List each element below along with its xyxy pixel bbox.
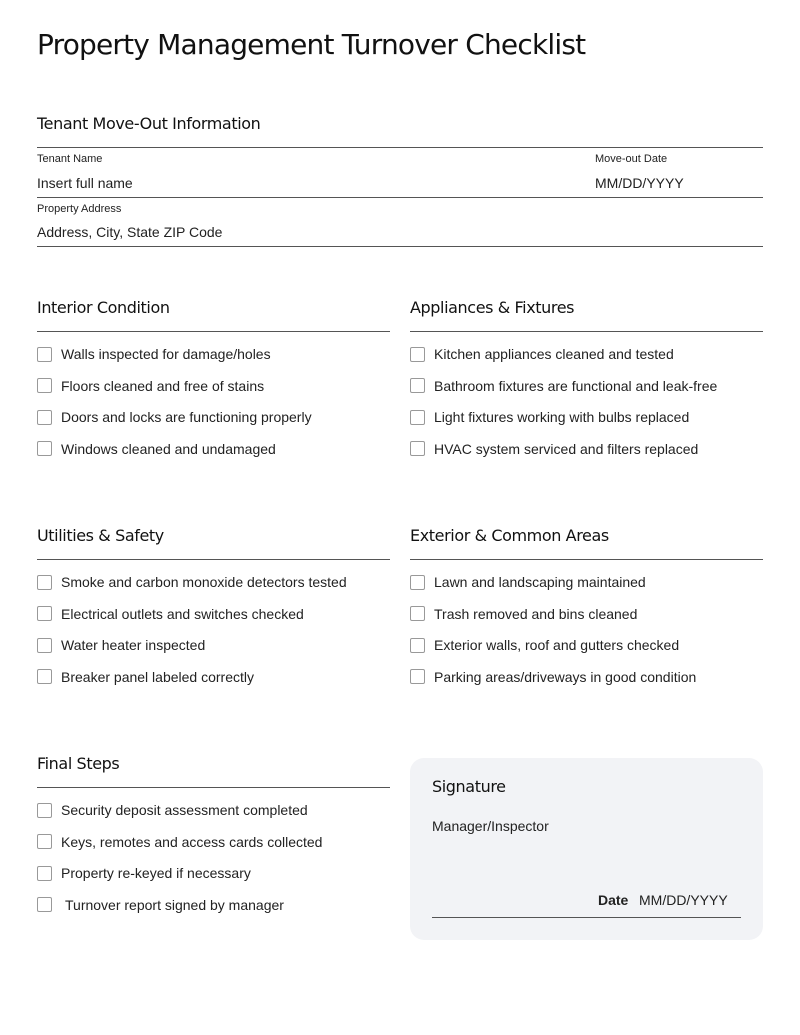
checklist-item-label: Keys, remotes and access cards collected	[61, 833, 323, 850]
checkbox[interactable]	[410, 669, 425, 684]
checkbox[interactable]	[37, 897, 52, 912]
checkbox[interactable]	[410, 378, 425, 393]
checklist-item[interactable]	[37, 636, 205, 654]
checklist-item[interactable]	[37, 408, 312, 426]
checkbox[interactable]	[37, 575, 52, 590]
checklist-item[interactable]	[37, 896, 284, 914]
checkbox[interactable]	[37, 347, 52, 362]
checklist-item-label: Lawn and landscaping maintained	[434, 574, 646, 590]
section-divider	[410, 331, 763, 332]
checklist-item[interactable]	[37, 833, 322, 851]
tenant-name-field[interactable]: Insert full name	[37, 175, 133, 191]
checklist-item-label: Bathroom fixtures are functional and leak-free	[434, 377, 718, 394]
checklist-item[interactable]	[410, 408, 689, 426]
checklist-item-label: Floors cleaned and free of stains	[61, 377, 265, 394]
checklist-item[interactable]	[410, 345, 674, 363]
section-divider	[410, 559, 763, 560]
checkbox[interactable]	[410, 575, 425, 590]
checkbox[interactable]	[37, 441, 52, 456]
utilities-safety-heading: Utilities & Safety	[37, 526, 164, 545]
checklist-item[interactable]	[37, 573, 347, 591]
divider	[37, 147, 763, 148]
signature-heading: Signature	[432, 777, 506, 796]
checklist-item[interactable]	[410, 573, 646, 591]
signature-date-field[interactable]: MM/DD/YYYY	[639, 892, 728, 908]
checklist-item-label: Trash removed and bins cleaned	[434, 605, 638, 622]
section-divider	[37, 559, 390, 560]
final-steps-heading: Final Steps	[37, 754, 120, 773]
checklist-item[interactable]	[410, 605, 637, 623]
checkbox[interactable]	[410, 606, 425, 621]
checkbox[interactable]	[37, 410, 52, 425]
tenant-name-label: Tenant Name	[37, 153, 103, 165]
tenant-info-heading: Tenant Move-Out Information	[37, 114, 261, 133]
checkbox[interactable]	[37, 669, 52, 684]
checklist-item-label: HVAC system serviced and filters replaced	[434, 440, 699, 457]
checklist-item-label: Light fixtures working with bulbs replaced	[434, 409, 690, 425]
checkbox[interactable]	[410, 441, 425, 456]
checklist-item[interactable]	[37, 605, 304, 623]
signature-box	[410, 758, 763, 940]
checkbox[interactable]	[410, 638, 425, 653]
checklist-item-label: Breaker panel labeled correctly	[61, 668, 254, 685]
checklist-item[interactable]	[37, 801, 308, 819]
checklist-item-label: Turnover report signed by manager	[65, 896, 284, 913]
move-out-date-field[interactable]: MM/DD/YYYY	[595, 175, 684, 191]
checkbox[interactable]	[37, 606, 52, 621]
checkbox[interactable]	[410, 410, 425, 425]
checklist-item-label: Security deposit assessment completed	[61, 802, 308, 818]
checkbox[interactable]	[37, 638, 52, 653]
checklist-item-label: Kitchen appliances cleaned and tested	[434, 346, 674, 362]
checklist-item-label: Smoke and carbon monoxide detectors tested	[61, 574, 347, 590]
checklist-item[interactable]	[37, 377, 264, 395]
page-title: Property Management Turnover Checklist	[37, 28, 586, 61]
checklist-item[interactable]	[37, 864, 251, 882]
checklist-item-label: Exterior walls, roof and gutters checked	[434, 637, 680, 653]
divider	[37, 246, 763, 247]
checkbox[interactable]	[37, 803, 52, 818]
checkbox[interactable]	[37, 866, 52, 881]
checklist-item[interactable]	[410, 440, 698, 458]
move-out-date-label: Move-out Date	[595, 153, 668, 165]
section-divider	[37, 787, 390, 788]
exterior-common-areas-heading: Exterior & Common Areas	[410, 526, 609, 545]
checklist-item-label: Water heater inspected	[61, 637, 206, 653]
signature-line	[432, 917, 741, 918]
signature-date-label: Date	[598, 892, 629, 908]
checklist-item-label: Property re-keyed if necessary	[61, 865, 251, 881]
property-address-label: Property Address	[37, 203, 122, 215]
checklist-item[interactable]	[410, 377, 717, 395]
signature-role-label: Manager/Inspector	[432, 818, 549, 834]
divider	[37, 197, 763, 198]
checkbox[interactable]	[410, 347, 425, 362]
checklist-item-label: Walls inspected for damage/holes	[61, 346, 271, 362]
property-address-field[interactable]: Address, City, State ZIP Code	[37, 224, 223, 240]
checklist-item[interactable]	[37, 668, 254, 686]
checklist-item[interactable]	[37, 345, 271, 363]
section-divider	[37, 331, 390, 332]
checklist-item-label: Electrical outlets and switches checked	[61, 605, 304, 622]
checklist-item[interactable]	[410, 668, 696, 686]
checklist-item-label: Parking areas/driveways in good condition	[434, 668, 697, 685]
checklist-item[interactable]	[37, 440, 276, 458]
checkbox[interactable]	[37, 834, 52, 849]
checkbox[interactable]	[37, 378, 52, 393]
checklist-item[interactable]	[410, 636, 679, 654]
interior-condition-heading: Interior Condition	[37, 298, 170, 317]
checklist-item-label: Windows cleaned and undamaged	[61, 440, 276, 457]
appliances-fixtures-heading: Appliances & Fixtures	[410, 298, 575, 317]
checklist-item-label: Doors and locks are functioning properly	[61, 409, 312, 425]
